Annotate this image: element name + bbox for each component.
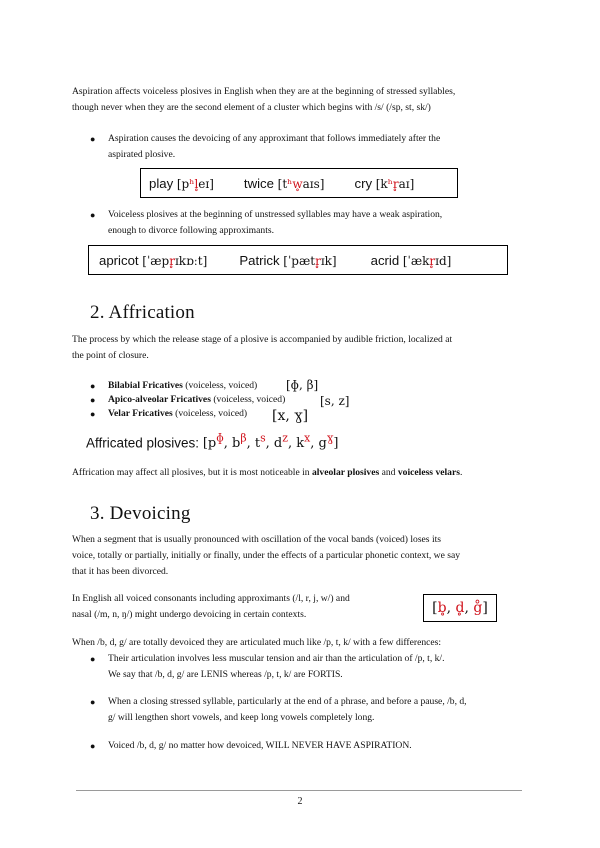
example-patrick: Patrick [ˈpætr̥ɪk] (239, 252, 337, 268)
velar-ipa: [x, ɣ] (272, 408, 309, 424)
devoicing-intro: When a segment that is usually pronounced with oscillation of the vocal bands (voiced) loses its voice, totally or partially, initially or finally, under the effects of a particular phonetic context, we say that it has been divorced. (72, 534, 461, 577)
bullet-icon: ● (90, 210, 96, 220)
bilabial-ipa: [ɸ, β] (286, 378, 319, 392)
devoicing-bullet-3: Voiced /b, d, g/ no matter how devoiced, WILL NEVER HAVE ASPIRATION. (108, 740, 412, 751)
page-number: 2 (297, 796, 303, 807)
example-cry: cry [kʰr̥aɪ] (354, 175, 415, 191)
aspiration-bullet-2: Voiceless plosives at the beginning of unstressed syllables may have a weak aspiration, enough to divorce following approximants. (108, 209, 443, 236)
unstressed-example-box (88, 245, 508, 275)
bullet-icon: ● (90, 654, 96, 664)
bullet-icon: ● (90, 134, 96, 144)
aspiration-bullet-1: Aspiration causes the devoicing of any approximant that follows immediately after the aspirated plosive. (108, 133, 441, 160)
bullet-icon: ● (90, 741, 96, 751)
heading-affrication: 2. Affrication (90, 302, 195, 323)
affrication-intro: The process by which the release stage of a plosive is accompanied by audible friction, localized at the point of closure. (72, 334, 453, 361)
aspiration-intro: Aspiration affects voiceless plosives in English when they are at the beginning of stressed syllables, though never when they are the second element of a cluster which begins with /s/ (/sp, st, sk/) (72, 86, 456, 113)
bullet-icon: ● (90, 381, 96, 391)
devoicing-bullet-1: Their articulation involves less muscular tension and air than the articulation of /p, t, k/. We say that /b, d, g/ are LENIS whereas /p, t, k/ are FORTIS. (108, 653, 445, 680)
example-play: play [pʰl̥eɪ] (149, 175, 214, 191)
affricated-plosives: Affricated plosives: [$p^ɸ$, $b^\beta$, $t^s$, $d^z$, $k^x$, $g^ɣ$] (86, 432, 339, 452)
bullet-icon: ● (90, 697, 96, 707)
aspiration-example-box (140, 168, 458, 198)
heading-devoicing: 3. Devoicing (90, 503, 191, 524)
example-twice: twice [tʰw̥aɪs] (243, 175, 325, 191)
devoiced-ipa-box: [b̥, d̥, g̊] (423, 594, 497, 622)
devoicing-bullet-2: When a closing stressed syllable, particularly at the end of a phrase, and before a pause, /b, d, g/ will lengthen short vowels, and keep long vowels completely long. (108, 696, 467, 723)
devoiced-differences-intro: When /b, d, g/ are totally devoiced they are articulated much like /p, t, k/ with a few differences: (72, 637, 442, 648)
example-apricot: apricot [ˈæpr̥ɪkɒːt] (99, 252, 208, 268)
devoicing-english: In English all voiced consonants including approximants (/l, r, j, w/) and nasal (/m, n, ŋ/) might undergo devoicing in certain contexts. (72, 593, 350, 620)
footer-divider (76, 790, 522, 791)
bullet-icon: ● (90, 409, 96, 419)
alveolar-ipa: [s, z] (320, 394, 350, 408)
fricative-item-velar: Velar Fricatives (voiceless, voiced) (108, 408, 248, 419)
affrication-note: Affrication may affect all plosives, but it is most noticeable in alveolar plosives and voiceless velars. (72, 467, 463, 478)
example-acrid: acrid [ˈækr̥ɪd] (370, 252, 452, 268)
fricative-item-bilabial: Bilabial Fricatives (voiceless, voiced) (108, 380, 258, 391)
bullet-icon: ● (90, 395, 96, 405)
fricative-item-alveolar: Apico-alveolar Fricatives (voiceless, voiced) (108, 394, 286, 405)
